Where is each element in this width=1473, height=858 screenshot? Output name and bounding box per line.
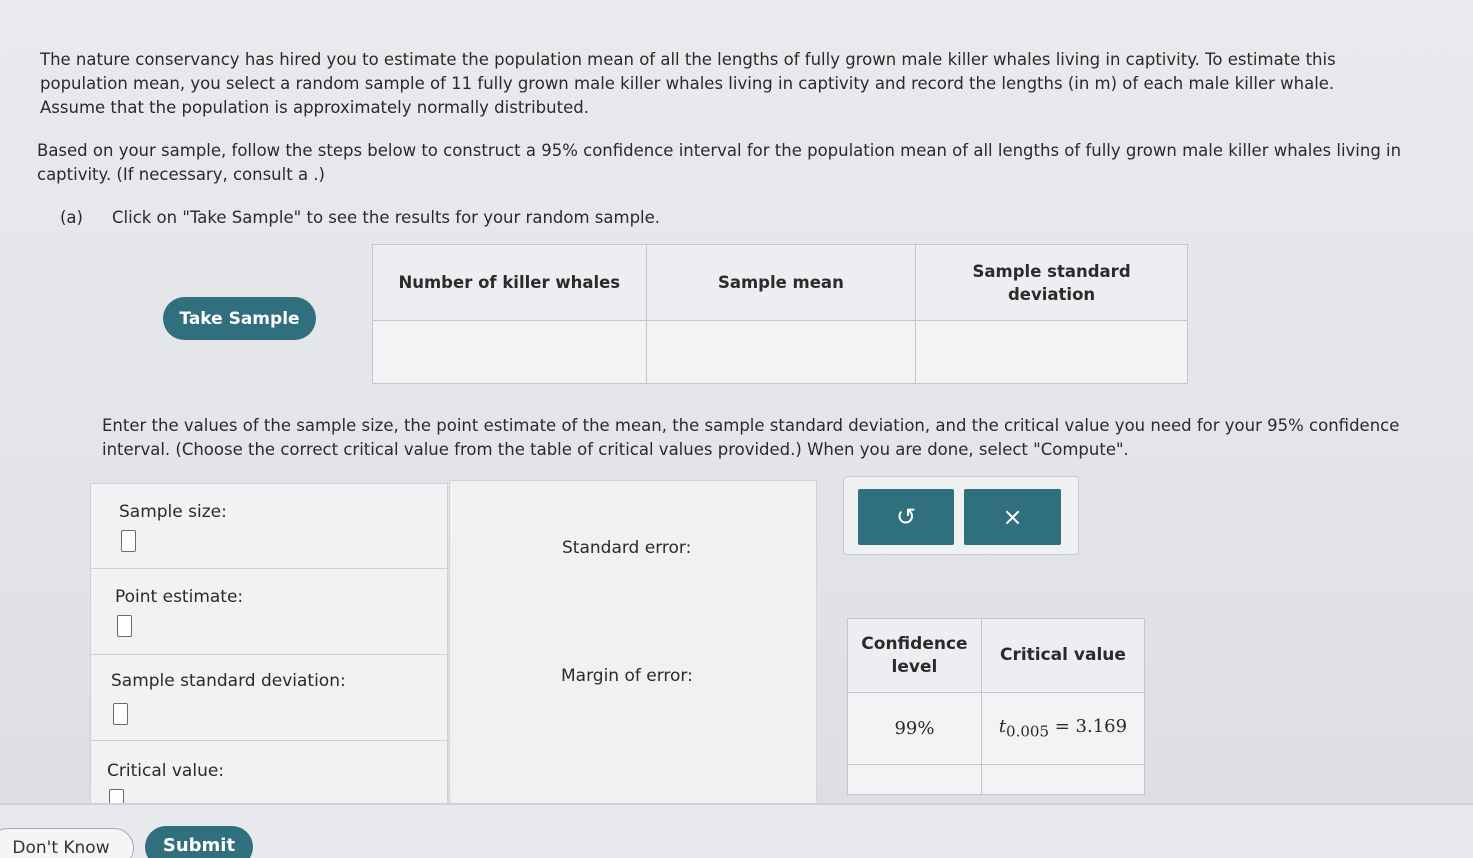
sample-sd-label: Sample standard deviation: xyxy=(111,671,346,691)
confidence-level-cell xyxy=(848,765,982,795)
input-panel xyxy=(90,483,448,813)
dont-know-button[interactable]: Don't Know xyxy=(0,828,134,858)
header-confidence-level: Confidence level xyxy=(848,619,982,693)
point-estimate-input[interactable] xyxy=(117,615,132,637)
sample-results-table xyxy=(372,244,1188,384)
cell-sample-sd xyxy=(916,321,1188,384)
part-a-text: Click on "Take Sample" to see the results for your random sample. xyxy=(112,208,661,227)
results-panel xyxy=(449,480,817,813)
header-sample-mean: Sample mean xyxy=(646,245,916,321)
take-sample-button[interactable]: Take Sample xyxy=(163,297,316,340)
part-a-instruction xyxy=(60,208,660,227)
tool-panel xyxy=(843,476,1079,555)
cell-number-of-whales xyxy=(373,321,647,384)
undo-icon: ↺ xyxy=(895,503,917,531)
critical-value-cell xyxy=(981,693,1144,765)
problem-instructions: Based on your sample, follow the steps below to construct a 95% confidence interval for the population mean of all lengths of fully grown male killer whales living in captivity. (If necessary, consult a .) xyxy=(37,141,1402,184)
header-number-of-whales: Number of killer whales xyxy=(373,245,647,321)
confidence-level-cell: 99% xyxy=(848,693,982,765)
critical-value-number: = 3.169 xyxy=(1054,716,1128,738)
sample-sd-row xyxy=(91,655,449,741)
close-icon: × xyxy=(1002,503,1023,531)
header-critical-value: Critical value xyxy=(981,619,1144,693)
problem-intro: The nature conservancy has hired you to estimate the population mean of all the lengths of fully grown male killer whales living in captivity. To estimate this population mean, you select a random sample of 11 fully grown male killer whales living in captivity and record the lengths (in m) of each male killer whale. Assume that the population is approximately normally distributed. xyxy=(40,50,1336,117)
standard-error-label: Standard error: xyxy=(562,538,692,558)
table-row xyxy=(848,693,1145,765)
critical-value-label: Critical value: xyxy=(107,761,225,781)
clear-button[interactable] xyxy=(964,489,1061,545)
sample-size-row xyxy=(91,484,449,569)
cell-sample-mean xyxy=(646,321,916,384)
part-label: (a) xyxy=(60,208,83,227)
submit-button[interactable]: Submit xyxy=(145,826,253,858)
critical-value-cell xyxy=(981,765,1144,795)
t-symbol: $t_{0.005}$ xyxy=(998,716,1049,741)
critical-values-table xyxy=(847,618,1145,795)
margin-of-error-label: Margin of error: xyxy=(561,666,693,686)
undo-button[interactable] xyxy=(858,489,954,545)
table-row xyxy=(848,765,1145,795)
sample-size-label: Sample size: xyxy=(119,502,227,522)
header-sample-sd: Sample standard deviation xyxy=(916,245,1188,321)
point-estimate-row xyxy=(91,569,449,655)
compute-instructions: Enter the values of the sample size, the point estimate of the mean, the sample standard deviation, and the critical value you need for your 95% confidence interval. (Choose the correct critical value from the table of critical values provided.) When you are done, select "Compute". xyxy=(102,416,1400,459)
point-estimate-label: Point estimate: xyxy=(115,587,244,607)
t-subscript: 0.005 xyxy=(1006,722,1049,741)
sample-size-input[interactable] xyxy=(121,530,136,552)
sample-sd-input[interactable] xyxy=(113,703,128,725)
